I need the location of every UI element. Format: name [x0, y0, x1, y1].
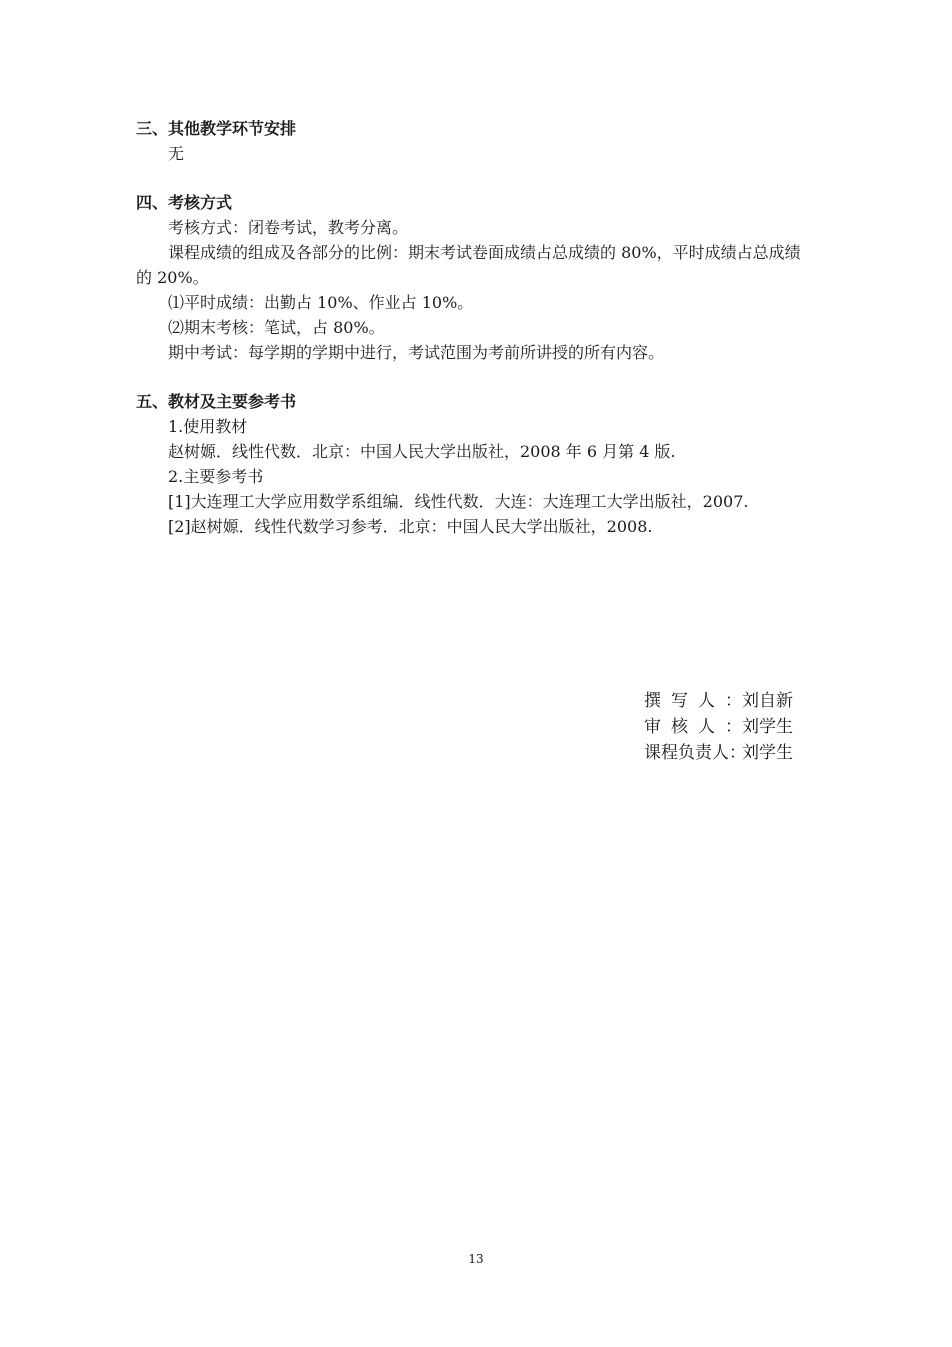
section-heading: 四、考核方式 — [136, 193, 233, 212]
signature-leader — [644, 740, 824, 766]
signature-label: 审核人： — [644, 717, 742, 737]
paragraph: 考核方式：闭卷考试，教考分离。 — [168, 218, 409, 237]
signature-reviewer — [644, 714, 824, 740]
section-heading: 五、教材及主要参考书 — [136, 392, 297, 411]
section-other-teaching — [136, 116, 816, 166]
subheading-textbook: 1.使用教材 — [168, 417, 248, 436]
section-textbooks — [136, 389, 816, 539]
signature-name: 刘自新 — [742, 691, 793, 711]
signature-label: 撰写人： — [644, 691, 742, 711]
paragraph: ⑴平时成绩：出勤占 10%、作业占 10%。 — [168, 293, 474, 312]
paragraph: 课程成绩的组成及各部分的比例：期末考试卷面成绩占总成绩的 80%，平时成绩占总成绩的 20%。 — [136, 243, 801, 287]
textbook-entry: 赵树嫄．线性代数．北京：中国人民大学出版社，2008 年 6 月第 4 版. — [168, 442, 676, 461]
section-assessment — [136, 190, 816, 365]
reference-entry: [2]赵树嫄．线性代数学习参考．北京：中国人民大学出版社，2008. — [168, 517, 653, 536]
signature-name: 刘学生 — [742, 743, 793, 763]
paragraph: 期中考试：每学期的学期中进行，考试范围为考前所讲授的所有内容。 — [168, 343, 665, 362]
signature-name: 刘学生 — [742, 717, 793, 737]
signature-label: 课程负责人： — [644, 743, 746, 763]
signature-block — [644, 688, 824, 766]
document-content — [136, 116, 816, 563]
reference-entry: [1]大连理工大学应用数学系组编．线性代数．大连：大连理工大学出版社，2007. — [168, 492, 749, 511]
subheading-references: 2.主要参考书 — [168, 467, 264, 486]
paragraph: 无 — [168, 144, 185, 163]
paragraph: ⑵期末考核：笔试，占 80%。 — [168, 318, 385, 337]
page-number: 13 — [468, 1252, 484, 1266]
signature-writer — [644, 688, 824, 714]
section-heading: 三、其他教学环节安排 — [136, 119, 297, 138]
